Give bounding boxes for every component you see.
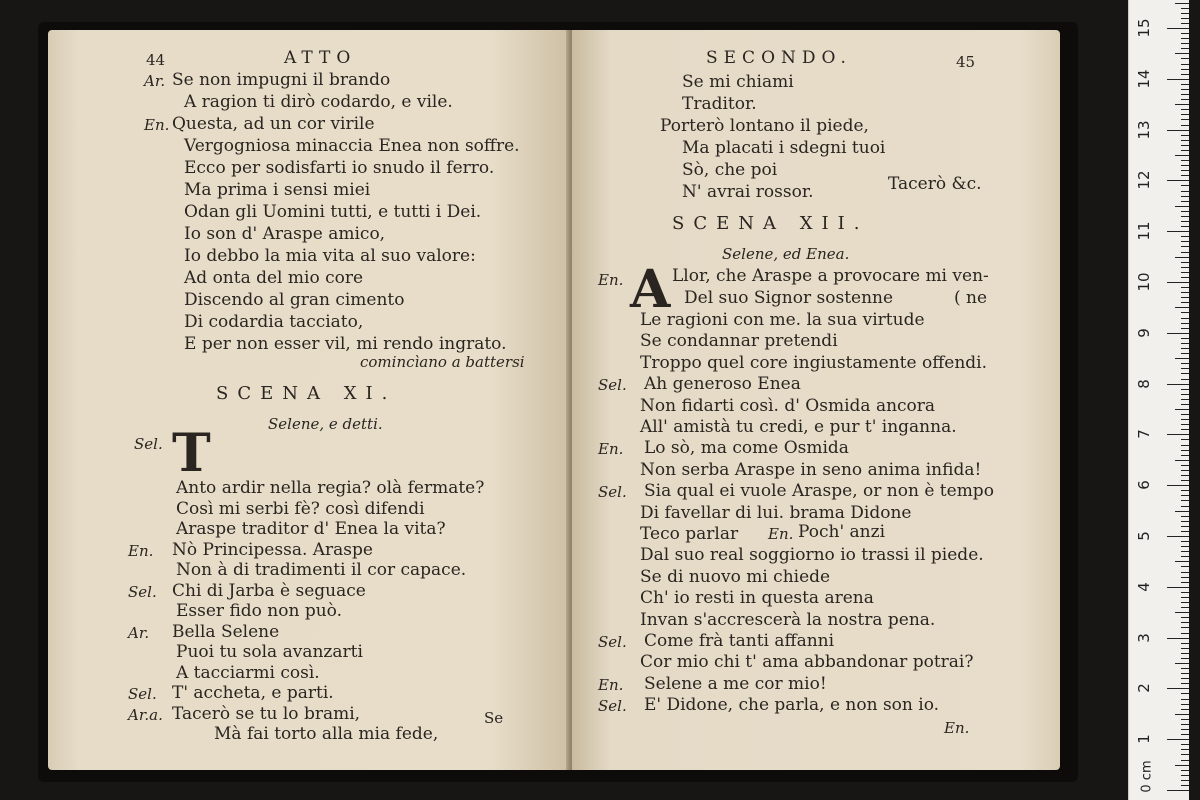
ruler-tick xyxy=(1181,94,1189,95)
ruler-tick xyxy=(1181,719,1189,720)
ruler-tick xyxy=(1181,33,1189,34)
ruler-tick xyxy=(1181,236,1189,237)
ruler-tick xyxy=(1181,373,1189,374)
scene-xii-second-line: Del suo Signor sostenne xyxy=(684,288,894,308)
inline-speech: Poch' anzi xyxy=(798,522,886,542)
verse-line: Io debbo la mia vita al suo valore: xyxy=(184,246,476,266)
ruler-tick xyxy=(1181,13,1189,14)
ruler-tick xyxy=(1181,617,1189,618)
verse-line: A ragion ti dirò codardo, e vile. xyxy=(184,92,453,112)
ruler-number: 6 xyxy=(1135,480,1153,490)
ruler-tick xyxy=(1181,338,1189,339)
ruler-tick xyxy=(1181,394,1189,395)
ruler-tick xyxy=(1181,170,1189,171)
ruler-tick xyxy=(1181,780,1189,781)
ruler-number: 1 xyxy=(1135,734,1153,744)
ruler-tick xyxy=(1181,368,1189,369)
ruler-tick xyxy=(1181,668,1189,669)
ruler-tick xyxy=(1167,28,1189,29)
ruler-tick xyxy=(1181,653,1189,654)
ruler-tick xyxy=(1175,561,1189,562)
ruler-tick xyxy=(1175,3,1189,4)
ruler-tick xyxy=(1167,434,1189,435)
ruler-tick xyxy=(1181,165,1189,166)
dropcap-a: A xyxy=(630,259,671,320)
ruler-tick xyxy=(1181,297,1189,298)
ruler-tick xyxy=(1167,485,1189,486)
ruler-tick xyxy=(1181,683,1189,684)
verse-line: Invan s'accrescerà la nostra pena. xyxy=(640,609,936,630)
ruler-tick xyxy=(1181,64,1189,65)
scene-xii-second-line-end: ( ne xyxy=(954,288,988,308)
ruler-tick xyxy=(1181,216,1189,217)
speaker-label: Ar.a. xyxy=(128,705,163,724)
verse-line: Ma placati i sdegni tuoi xyxy=(682,138,886,158)
ruler-tick xyxy=(1181,226,1189,227)
verse-line: A tacciarmi così. xyxy=(176,662,320,683)
ruler-tick xyxy=(1181,89,1189,90)
speaker-label: Sel. xyxy=(598,633,627,651)
ruler-tick xyxy=(1181,734,1189,735)
verse-line: E' Didone, che parla, e non son io. xyxy=(644,695,940,716)
verse-line: Cor mio chi t' ama abbandonar potrai? xyxy=(640,652,974,673)
verse-line: Odan gli Uomini tutti, e tutti i Dei. xyxy=(184,202,482,222)
ruler-tick xyxy=(1167,587,1189,588)
verse-line: Sò, che poi xyxy=(682,160,778,180)
ruler-tick xyxy=(1181,760,1189,761)
ruler-tick xyxy=(1181,379,1189,380)
verse-line: Così mi serbi fè? così difendi xyxy=(176,498,425,519)
ruler-tick xyxy=(1181,480,1189,481)
speaker-label: Sel. xyxy=(128,582,157,601)
ruler-tick xyxy=(1181,633,1189,634)
ruler-tick xyxy=(1181,704,1189,705)
speaker-label: En. xyxy=(128,541,154,560)
ruler-tick xyxy=(1181,551,1189,552)
speaker-label: En. xyxy=(598,440,624,459)
ruler-tick xyxy=(1181,495,1189,496)
verse-line: Io son d' Araspe amico, xyxy=(184,224,386,244)
ruler-tick xyxy=(1181,191,1189,192)
verse-line: Porterò lontano il piede, xyxy=(660,116,869,136)
ruler-tick xyxy=(1167,739,1189,740)
ruler-tick xyxy=(1181,622,1189,623)
ruler-number: 14 xyxy=(1135,69,1153,89)
ruler-tick xyxy=(1181,526,1189,527)
ruler-number: 12 xyxy=(1135,170,1153,190)
ruler-tick xyxy=(1181,678,1189,679)
ruler-number: 9 xyxy=(1135,328,1153,338)
ruler-tick xyxy=(1181,414,1189,415)
ruler-tick xyxy=(1181,292,1189,293)
ruler-tick xyxy=(1167,231,1189,232)
verse-line: Puoi tu sola avanzarti xyxy=(176,642,363,662)
ruler-tick xyxy=(1181,211,1189,212)
ruler-tick xyxy=(1181,343,1189,344)
ruler-tick xyxy=(1181,597,1189,598)
ruler-tick xyxy=(1175,155,1189,156)
ruler-tick xyxy=(1181,99,1189,100)
ruler-tick xyxy=(1181,135,1189,136)
ruler-tick xyxy=(1181,119,1189,120)
verse-line: T' accheta, e parti. xyxy=(172,683,334,703)
verse-line: Se di nuovo mi chiede xyxy=(640,566,831,587)
ruler-tick xyxy=(1181,658,1189,659)
ruler-tick xyxy=(1181,389,1189,390)
inline-speaker: En. xyxy=(768,525,794,543)
ruler-tick xyxy=(1181,445,1189,446)
ruler-tick xyxy=(1181,8,1189,9)
verse-line: Non fidarti così. d' Osmida ancora xyxy=(640,395,936,416)
ruler-tick xyxy=(1175,612,1189,613)
ruler-number: 13 xyxy=(1135,120,1153,140)
ruler-tick xyxy=(1167,536,1189,537)
ruler-tick xyxy=(1181,475,1189,476)
ruler-tick xyxy=(1181,531,1189,532)
ruler-tick xyxy=(1181,673,1189,674)
ruler-tick xyxy=(1181,429,1189,430)
ruler-tick xyxy=(1181,546,1189,547)
ruler-tick xyxy=(1181,353,1189,354)
ruler-tick xyxy=(1175,358,1189,359)
verse-line: Se non impugni il brando xyxy=(172,70,391,90)
ruler-number: 11 xyxy=(1135,221,1153,241)
ruler-tick xyxy=(1181,262,1189,263)
verse-line: Ad onta del mio core xyxy=(184,268,364,288)
ruler-tick xyxy=(1181,455,1189,456)
ruler-tick xyxy=(1181,541,1189,542)
ruler-tick xyxy=(1181,490,1189,491)
ruler-tick xyxy=(1167,688,1189,689)
ruler-number: 5 xyxy=(1135,531,1153,541)
verse-line: Araspe traditor d' Enea la vita? xyxy=(176,519,446,539)
ruler-tick xyxy=(1181,150,1189,151)
verse-line: All' amistà tu credi, e pur t' inganna. xyxy=(640,417,957,437)
ruler-tick xyxy=(1167,384,1189,385)
scene-xii-speaker: En. xyxy=(598,271,624,289)
right-page xyxy=(572,30,1060,770)
ruler-tick xyxy=(1175,409,1189,410)
ruler-tick xyxy=(1181,470,1189,471)
ruler-tick xyxy=(1181,267,1189,268)
verse-line: Anto ardir nella regia? olà fermate? xyxy=(176,478,485,498)
ruler-tick xyxy=(1181,770,1189,771)
ruler-tick xyxy=(1181,201,1189,202)
ruler-tick xyxy=(1181,424,1189,425)
measurement-ruler xyxy=(1128,0,1189,800)
verse-line: Chi di Jarba è seguace xyxy=(172,580,366,601)
ruler-tick xyxy=(1181,160,1189,161)
ruler-tick xyxy=(1181,607,1189,608)
verse-line: Ch' io resti in questa arena xyxy=(640,588,874,609)
verse-line: Discendo al gran cimento xyxy=(184,290,405,310)
ruler-tick xyxy=(1181,404,1189,405)
verse-line: Ah generoso Enea xyxy=(644,374,801,395)
ruler-tick xyxy=(1181,450,1189,451)
verse-line: Questa, ad un cor virile xyxy=(172,114,375,134)
ruler-tick xyxy=(1175,206,1189,207)
ruler-tick xyxy=(1181,566,1189,567)
ruler-tick xyxy=(1181,74,1189,75)
ruler-tick xyxy=(1181,145,1189,146)
ruler-tick xyxy=(1181,246,1189,247)
ruler-tick xyxy=(1175,714,1189,715)
ruler-tick xyxy=(1181,439,1189,440)
speaker-label: Sel. xyxy=(128,685,157,703)
verse-line: Mà fai torto alla mia fede, xyxy=(214,724,439,744)
ruler-tick xyxy=(1181,556,1189,557)
scene-persons-xi: Selene, e detti. xyxy=(268,415,383,433)
speaker-label: Sel. xyxy=(598,483,627,502)
ruler-tick xyxy=(1181,125,1189,126)
ruler-tick xyxy=(1167,333,1189,334)
ruler-tick xyxy=(1181,582,1189,583)
speaker-label: En. xyxy=(598,675,624,694)
right-catchword: En. xyxy=(944,719,970,737)
verse-line: Selene a me cor mio! xyxy=(644,673,827,694)
verse-line: Le ragioni con me. la sua virtude xyxy=(640,310,925,330)
scene-xii-first-line: Llor, che Araspe a provocare mi ven- xyxy=(672,266,989,286)
ruler-tick xyxy=(1167,79,1189,80)
ruler-tick xyxy=(1181,348,1189,349)
verse-line: Se condannar pretendi xyxy=(640,331,838,352)
scene-heading-xi: SCENA XI. xyxy=(216,383,397,404)
ruler-tick xyxy=(1181,729,1189,730)
ruler-tick xyxy=(1181,643,1189,644)
verse-line: Tacerò se tu lo brami, xyxy=(172,703,361,724)
ruler-tick xyxy=(1181,84,1189,85)
verse-line: Non serba Araspe in seno anima infida! xyxy=(640,459,982,480)
ruler-tick xyxy=(1175,307,1189,308)
ruler-tick xyxy=(1181,140,1189,141)
verse-line: Troppo quel core ingiustamente offendi. xyxy=(640,352,987,373)
ruler-tick xyxy=(1181,602,1189,603)
ruler-tick xyxy=(1181,577,1189,578)
ruler-tick xyxy=(1175,460,1189,461)
ruler-tick xyxy=(1181,221,1189,222)
verse-line: Di favellar di lui. brama Didone xyxy=(640,502,912,523)
ruler-tick xyxy=(1181,18,1189,19)
speaker-label: Sel. xyxy=(598,376,627,395)
ruler-tick xyxy=(1181,38,1189,39)
verse-line: Lo sò, ma come Osmida xyxy=(644,438,849,459)
scene-xi-speaker: Sel. xyxy=(134,435,163,453)
verse-line: Bella Selene xyxy=(172,621,280,642)
ruler-tick xyxy=(1181,48,1189,49)
ruler-tick xyxy=(1181,572,1189,573)
ruler-number: 15 xyxy=(1135,18,1153,38)
ruler-tick xyxy=(1181,506,1189,507)
speaker-label: Ar. xyxy=(128,623,150,642)
ruler-tick xyxy=(1181,693,1189,694)
ruler-unit-label: 0 cm xyxy=(1139,760,1155,793)
ruler-number: 4 xyxy=(1135,582,1153,592)
ruler-tick xyxy=(1181,699,1189,700)
verse-line: N' avrai rossor. xyxy=(682,182,814,202)
ruler-tick xyxy=(1181,312,1189,313)
verse-line: Traditor. xyxy=(682,94,757,114)
ruler-tick xyxy=(1181,592,1189,593)
ruler-tick xyxy=(1181,500,1189,501)
speaker-label: Ar. xyxy=(144,72,166,90)
ruler-tick xyxy=(1181,43,1189,44)
verse-line: Dal suo real soggiorno io trassi il piede. xyxy=(640,545,984,566)
verse-line: Ma prima i sensi miei xyxy=(184,180,371,200)
ruler-tick xyxy=(1181,185,1189,186)
verse-line: Di codardia tacciato, xyxy=(184,312,364,332)
verse-line: Sia qual ei vuole Araspe, or non è tempo xyxy=(644,481,994,502)
speaker-label: Sel. xyxy=(598,697,627,716)
ruler-tick xyxy=(1181,272,1189,273)
stage-direction: comincìano a battersi xyxy=(360,353,525,371)
ruler-tick xyxy=(1181,323,1189,324)
ruler-tick xyxy=(1175,511,1189,512)
ruler-tick xyxy=(1181,465,1189,466)
ruler-tick xyxy=(1181,114,1189,115)
ruler-tick xyxy=(1181,785,1189,786)
verse-line: Vergogniosa minaccia Enea non soffre. xyxy=(184,136,520,156)
ruler-tick xyxy=(1181,399,1189,400)
verse-line: Non à di tradimenti il cor capace. xyxy=(176,560,467,580)
ruler-tick xyxy=(1181,754,1189,755)
ruler-number: 10 xyxy=(1135,272,1153,292)
dropcap-t: T xyxy=(172,423,211,484)
ruler-tick xyxy=(1167,130,1189,131)
ruler-tick xyxy=(1181,749,1189,750)
ruler-tick xyxy=(1181,744,1189,745)
ruler-tick xyxy=(1181,724,1189,725)
verse-line: Esser fido non può. xyxy=(176,601,343,621)
ruler-tick xyxy=(1181,69,1189,70)
ruler-tick xyxy=(1181,287,1189,288)
right-page-number: 45 xyxy=(956,53,976,71)
ruler-number: 8 xyxy=(1135,378,1153,389)
ruler-tick xyxy=(1181,318,1189,319)
ruler-tick xyxy=(1167,180,1189,181)
ruler-tick xyxy=(1175,104,1189,105)
ruler-tick xyxy=(1167,638,1189,639)
ruler-tick xyxy=(1175,663,1189,664)
ruler-tick xyxy=(1181,521,1189,522)
ruler-tick xyxy=(1181,363,1189,364)
ruler-tick xyxy=(1167,790,1189,791)
ruler-tick xyxy=(1167,282,1189,283)
ruler-tick xyxy=(1181,775,1189,776)
scene-heading-xii: SCENA XII. xyxy=(672,213,869,234)
ruler-tick xyxy=(1181,58,1189,59)
ruler-tick xyxy=(1181,277,1189,278)
ruler-tick xyxy=(1181,648,1189,649)
verse-line: Teco parlar xyxy=(640,524,739,544)
left-page-number: 44 xyxy=(146,51,166,69)
ruler-number: 3 xyxy=(1135,632,1153,643)
ruler-tick xyxy=(1181,196,1189,197)
ruler-tick xyxy=(1181,328,1189,329)
left-catchword: Se xyxy=(484,709,504,727)
left-page xyxy=(48,30,570,770)
ruler-tick xyxy=(1181,252,1189,253)
ruler-tick xyxy=(1175,765,1189,766)
ruler-number: 2 xyxy=(1135,683,1153,694)
ruler-tick xyxy=(1181,23,1189,24)
verse-line: E per non esser vil, mi rendo ingrato. xyxy=(184,334,507,354)
ruler-tick xyxy=(1181,175,1189,176)
scene-persons-xii: Selene, ed Enea. xyxy=(722,245,850,263)
left-running-head: ATTO xyxy=(284,48,357,68)
ruler-tick xyxy=(1181,302,1189,303)
ruler-tick xyxy=(1181,516,1189,517)
ruler-tick xyxy=(1181,419,1189,420)
tacero-cue: Tacerò &c. xyxy=(888,174,982,194)
right-running-head: SECONDO. xyxy=(706,48,852,68)
ruler-tick xyxy=(1181,709,1189,710)
ruler-tick xyxy=(1181,241,1189,242)
verse-line: Ecco per sodisfarti io snudo il ferro. xyxy=(184,158,495,178)
ruler-tick xyxy=(1181,109,1189,110)
speaker-label: En. xyxy=(144,116,170,134)
ruler-number: 7 xyxy=(1135,429,1153,440)
verse-line: Se mi chiami xyxy=(682,72,794,92)
ruler-tick xyxy=(1181,627,1189,628)
ruler-tick xyxy=(1175,53,1189,54)
ruler-tick xyxy=(1175,257,1189,258)
verse-line: Come frà tanti affanni xyxy=(644,631,835,651)
verse-line: Nò Principessa. Araspe xyxy=(172,539,373,560)
